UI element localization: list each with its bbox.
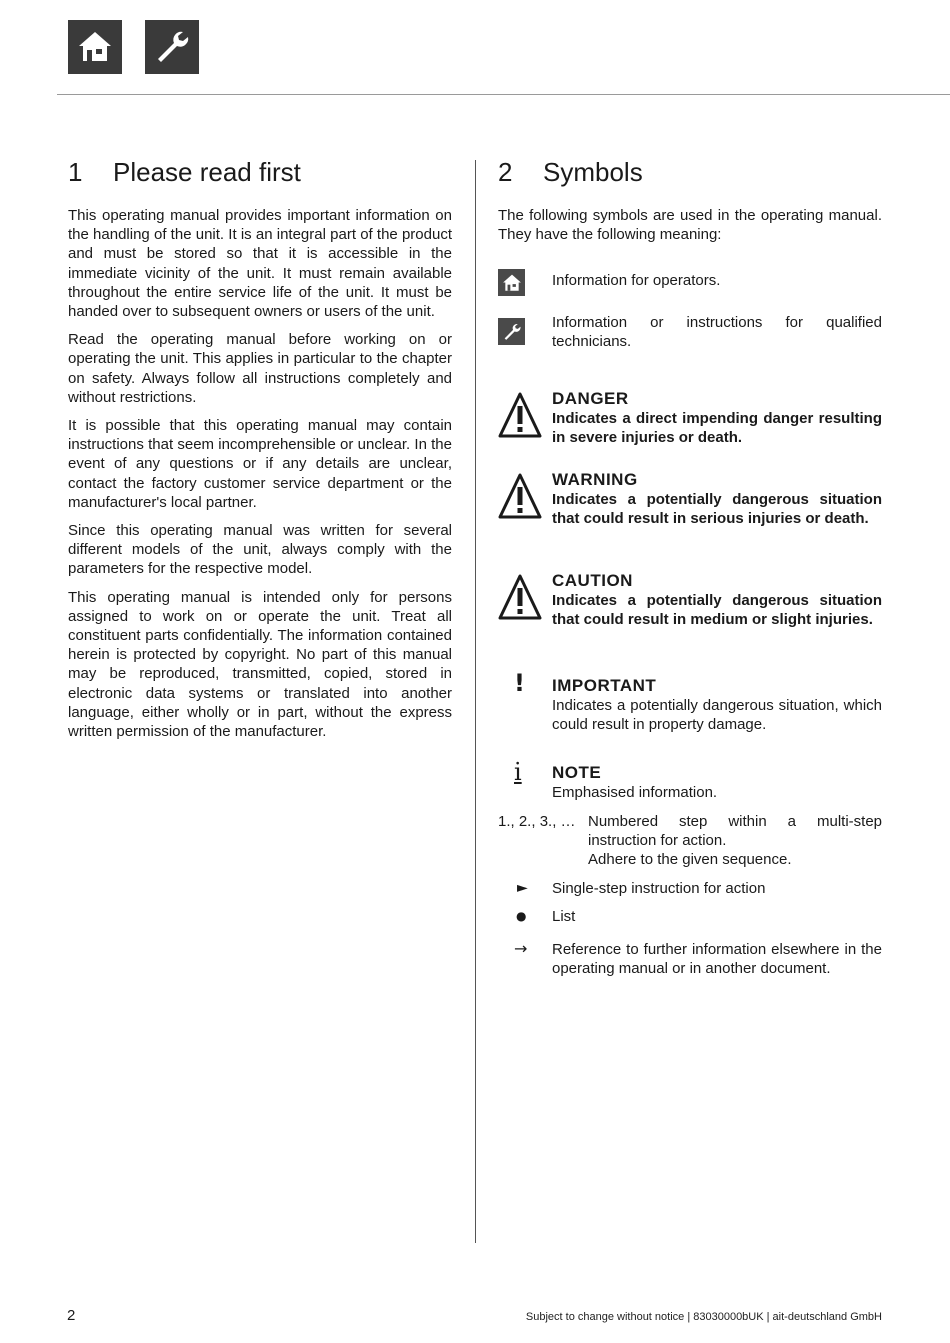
house-icon	[77, 29, 113, 65]
danger-block	[552, 389, 882, 447]
header-divider	[57, 94, 950, 95]
section1-paragraph: Since this operating manual was written for several different models of the unit, always comply with the parameters for the respective model.	[68, 522, 452, 578]
danger-text: Indicates a direct impending danger resulting in severe injuries or death.	[552, 410, 882, 447]
column-divider	[475, 160, 476, 1243]
info-icon: i	[514, 758, 522, 786]
list-text: List	[552, 908, 576, 925]
warning-block	[552, 470, 882, 528]
bullet-icon: ●	[516, 909, 527, 923]
important-block	[552, 676, 882, 734]
important-text: Indicates a potentially dangerous situation, which could result in property damage.	[552, 697, 882, 734]
house-icon	[502, 273, 522, 293]
warning-triangle-icon	[498, 573, 542, 621]
section1-paragraph: It is possible that this operating manual may contain instructions that seem incomprehensible or unclear. In the event of any questions or if any details are unclear, contact the factory customer service department or the manufacturer's local partner.	[68, 417, 452, 511]
note-block	[552, 763, 882, 802]
warning-title: WARNING	[552, 470, 638, 489]
caution-text: Indicates a potentially dangerous situation that could result in medium or slight injuries.	[552, 592, 882, 629]
warning-text: Indicates a potentially dangerous situation that could result in serious injuries or death.	[552, 491, 882, 528]
technician-nav-button[interactable]	[145, 20, 199, 74]
wrench-icon	[153, 28, 191, 66]
page-number: 2	[67, 1307, 76, 1324]
section2-body	[498, 206, 882, 978]
section2-title: Symbols	[543, 157, 643, 187]
section1-paragraph: Read the operating manual before working on or operating the unit. This applies in particular to the chapter on safety. Always follow all instructions completely and without restrictions.	[68, 331, 452, 406]
operators-description: Information for operators.	[552, 272, 721, 289]
numbered-marker: 1., 2., 3., …	[498, 813, 576, 830]
caution-block	[552, 571, 882, 629]
section1-paragraph: This operating manual is intended only for persons assigned to work on or operate the unit. Treat all constituent parts confidentially. The information contained herein is protected by copyright. No part of this manual may be reproduced, transmitted, copied, stored in electronic data systems or translated into another language, either wholly or in part, without the express written permission of the manufacturer.	[68, 588, 452, 741]
arrow-right-marker-icon: ►	[517, 880, 528, 896]
operator-symbol	[498, 269, 525, 296]
section2-number: 2	[498, 157, 513, 187]
technician-symbol	[498, 318, 525, 345]
exclamation-icon: !	[514, 669, 525, 697]
home-nav-button[interactable]	[68, 20, 122, 74]
numbered-text: Numbered step within a multi-step instruction for action.	[588, 813, 882, 850]
section1-heading	[68, 157, 301, 187]
single-step-text: Single-step instruction for action	[552, 880, 766, 897]
section2-heading	[498, 157, 643, 187]
note-text: Emphasised information.	[552, 784, 718, 801]
technicians-description: Information or instructions for qualified technicians.	[552, 314, 882, 351]
warning-triangle-icon	[498, 391, 542, 439]
symbols-intro: The following symbols are used in the operating manual. They have the following meaning:	[498, 207, 882, 244]
numbered-block	[588, 812, 882, 870]
reference-arrow-icon: →	[514, 939, 528, 958]
warning-triangle-icon	[498, 472, 542, 520]
section1-body	[68, 206, 452, 750]
danger-title: DANGER	[552, 389, 629, 408]
section1-title: Please read first	[113, 157, 301, 187]
note-title: NOTE	[552, 763, 602, 782]
caution-title: CAUTION	[552, 571, 633, 590]
important-title: IMPORTANT	[552, 676, 657, 695]
footer-text: Subject to change without notice | 83030000bUK | ait-deutschland GmbH	[525, 1311, 882, 1323]
numbered-sequence-text: Adhere to the given sequence.	[588, 851, 792, 869]
section1-number: 1	[68, 157, 83, 187]
reference-text: Reference to further information elsewhere in the operating manual or in another document.	[552, 941, 882, 978]
section1-paragraph: This operating manual provides important information on the handling of the unit. It is an integral part of the product and must be stored so that it is accessible in the immediate vicinity of the unit. It must remain available throughout the entire service life of the unit. It must be handed over to subsequent owners or users of the unit.	[68, 207, 452, 321]
wrench-icon	[502, 322, 522, 342]
